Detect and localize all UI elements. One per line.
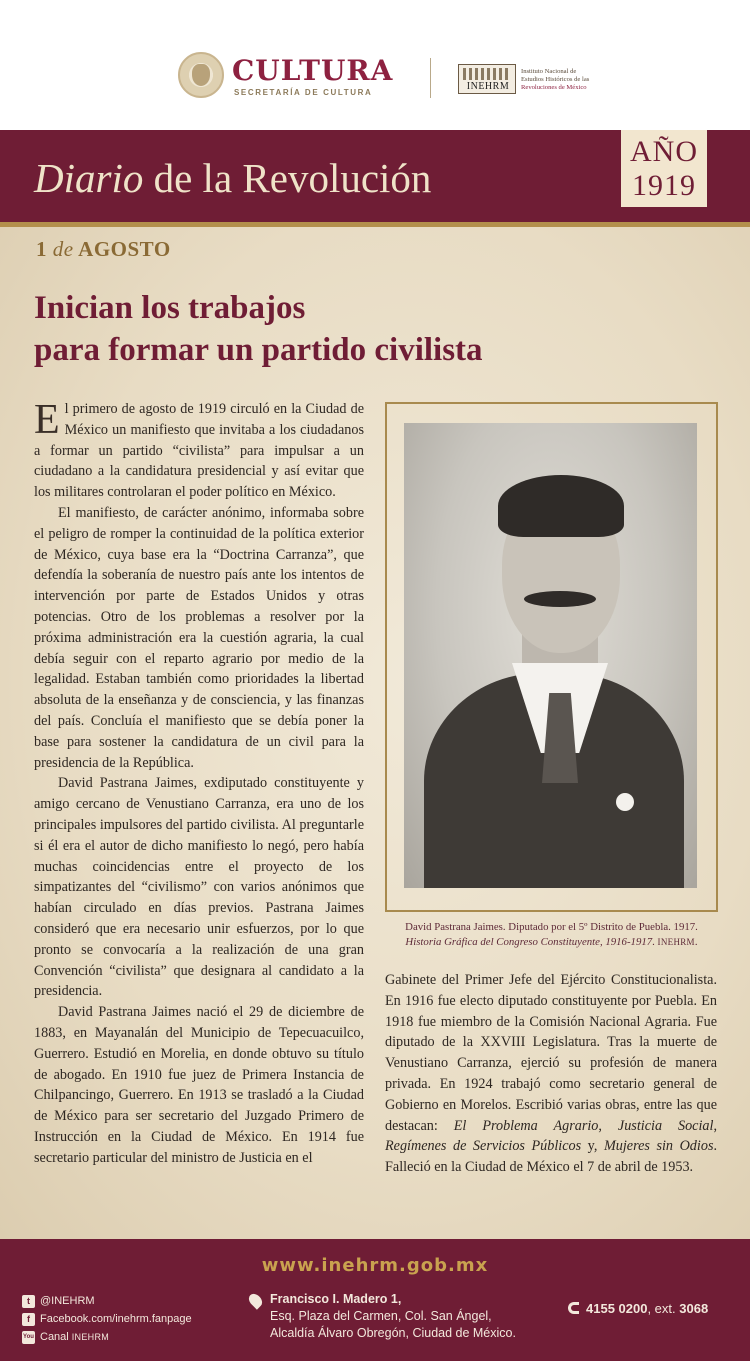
youtube-icon: You (22, 1331, 35, 1344)
work-title: Justicia Social (617, 1117, 714, 1134)
article-headline (34, 287, 714, 371)
location-pin-icon (246, 1291, 264, 1309)
address-line-1: Francisco I. Madero 1, (270, 1292, 402, 1306)
phone-block[interactable] (568, 1301, 708, 1316)
cultura-logo: CULTURA (232, 54, 394, 87)
publication-title (34, 154, 431, 202)
caption-book-title: Historia Gráfica del Congreso Constituyente, 1916-1917 (405, 936, 653, 948)
work-title: El Problema Agrario (453, 1117, 599, 1134)
caption-source: INEHRM (657, 937, 695, 947)
date-day: 1 (36, 237, 47, 261)
publication-title-italic: Diario (34, 155, 144, 201)
work-title: Regímenes de Servicios Públicos (385, 1138, 582, 1155)
facebook-icon: f (22, 1313, 35, 1326)
photo-caption (385, 920, 718, 950)
twitter-icon: t (22, 1295, 35, 1308)
inehrm-line-2: Estudios Históricos de las (521, 76, 590, 83)
inehrm-full-name (521, 68, 601, 92)
caption-text: David Pastrana Jaimes. Diputado por el 5º Distrito de Puebla. 1917. (405, 921, 698, 933)
publication-title-rest: de la Revolución (143, 155, 432, 201)
date-month: AGOSTO (78, 237, 171, 261)
youtube-prefix: Canal (40, 1331, 69, 1343)
building-icon (463, 68, 511, 80)
facebook-url: Facebook.com/inehrm.fanpage (40, 1313, 192, 1325)
article-paragraph: David Pastrana Jaimes nació el 29 de diciembre de 1883, en Mayanalán del Municipio de Tepecuacuilco, Guerrero. Estudió en Morelia, en donde obtuvo su título de abogado. En 1910 fue juez de Primera Instancia de Chilpancingo, Guerrero. En 1913 se trasladó a la Ciudad de México para ser secretario del Juzgado Primero de Instrucción en la Ciudad de México. En 1914 fue secretario particular del ministro de Justicia en el (34, 1004, 364, 1166)
drop-cap: E (34, 397, 60, 443)
paragraph-text: Gabinete del Primer Jefe del Ejército Constitucionalista. En 1916 fue electo diputado constituyente por Puebla. En 1918 fue miembro de la Comisión Nacional Agraria. Fue diputado de la XXVIII Legislatura. Tras la muerte de Venustiano Carranza, ejerció su profesión de manera privada. En 1924 trabajó como secretario general de Gobierno en Morelos. Escribió varias obras, entre las que destacan: (385, 972, 717, 1134)
inehrm-line-3: Revoluciones de México (521, 84, 587, 91)
mexican-seal-icon (178, 52, 224, 98)
paragraph-text: l primero de agosto de 1919 circuló en la Ciudad de México un manifiesto que invitaba a los ciudadanos a formar un partido “civilista” para impulsar a un ciudadano a la candidatura presidencial y así evitar que los militares controlaran el poder político en México. (34, 401, 364, 501)
website-link[interactable]: www.inehrm.gob.mx (261, 1255, 489, 1276)
caption-end: . (694, 936, 698, 948)
address-block (250, 1291, 560, 1342)
inehrm-logo-label: INEHRM (466, 81, 510, 92)
logo-bar (0, 0, 750, 130)
portrait-photo (404, 423, 697, 888)
social-youtube[interactable] (22, 1328, 192, 1346)
phone-ext-label: , ext. (647, 1301, 676, 1316)
separator: , (713, 1117, 718, 1134)
separator: y, (581, 1138, 604, 1155)
address-line-3: Alcaldía Álvaro Obregón, Ciudad de México. (270, 1326, 516, 1340)
article-paragraph (385, 970, 717, 1178)
inehrm-logo (458, 64, 516, 94)
address-line-2: Esq. Plaza del Carmen, Col. San Ángel, (270, 1309, 492, 1323)
headline-line-1: Inician los trabajos (34, 290, 306, 326)
article-paragraph (34, 399, 364, 503)
article-left-column (34, 399, 364, 1168)
phone-number: 4155 0200 (586, 1301, 648, 1316)
year-value: 1919 (632, 169, 696, 202)
social-facebook[interactable] (22, 1310, 192, 1328)
year-label: AÑO (630, 135, 698, 168)
article-paragraph: David Pastrana Jaimes, exdiputado constituyente y amigo cercano de Venustiano Carranza, era uno de los principales impulsores del partido civilista. Al preguntarle si él era el autor de dicho manifiesto lo negó, pero había muchas coincidencias entre el proyecto de los simpatizantes del “civilismo” con varios anónimos que habían circulado en días previos. Pastrana Jaimes consideró que era necesario unir esfuerzos, por lo que pronto se convocaría a la realización de una gran Convención “civilista” que designara al candidato a la presidencia. (34, 775, 364, 1000)
social-twitter[interactable] (22, 1292, 192, 1310)
cultura-subtitle: SECRETARÍA DE CULTURA (234, 88, 373, 97)
phone-icon (568, 1302, 579, 1314)
youtube-channel: INEHRM (71, 1332, 110, 1342)
twitter-handle: @INEHRM (40, 1295, 95, 1307)
date-de: de (52, 237, 74, 261)
caption-separator: . (652, 936, 658, 948)
separator: , (598, 1117, 618, 1134)
phone-extension: 3068 (679, 1301, 709, 1316)
inehrm-line-1: Instituto Nacional de (521, 68, 577, 75)
social-links (22, 1292, 192, 1346)
article-date (36, 237, 171, 262)
year-box (621, 130, 707, 207)
headline-line-2: para formar un partido civilista (34, 332, 483, 368)
paragraph-text: . Falleció en la Ciudad de México el 7 de abril de 1953. (385, 1138, 718, 1176)
work-title: Mujeres sin Odios (603, 1138, 714, 1155)
logo-divider (430, 58, 431, 98)
article-paragraph: El manifiesto, de carácter anónimo, informaba sobre el peligro de romper la continuidad de la política exterior de México, cuya base era la “Doctrina Carranza”, que defendía la soberanía de nuestro país ante los intentos de intervención por parte de Estados Unidos y otras potencias. Otro de los problemas a resolver por la próxima administración era la cuestión agraria, la cual debía seguir con el reparto agrario por medio de la legalidad. Estaban también como prioridades la libertad absoluta de la enseñanza y de consciencia, y las finanzas del país. Concluía el manifiesto que se debía poner la base para sostener la candidatura de un civil para la presidencia de la República. (34, 504, 364, 771)
article-right-column (385, 970, 717, 1178)
